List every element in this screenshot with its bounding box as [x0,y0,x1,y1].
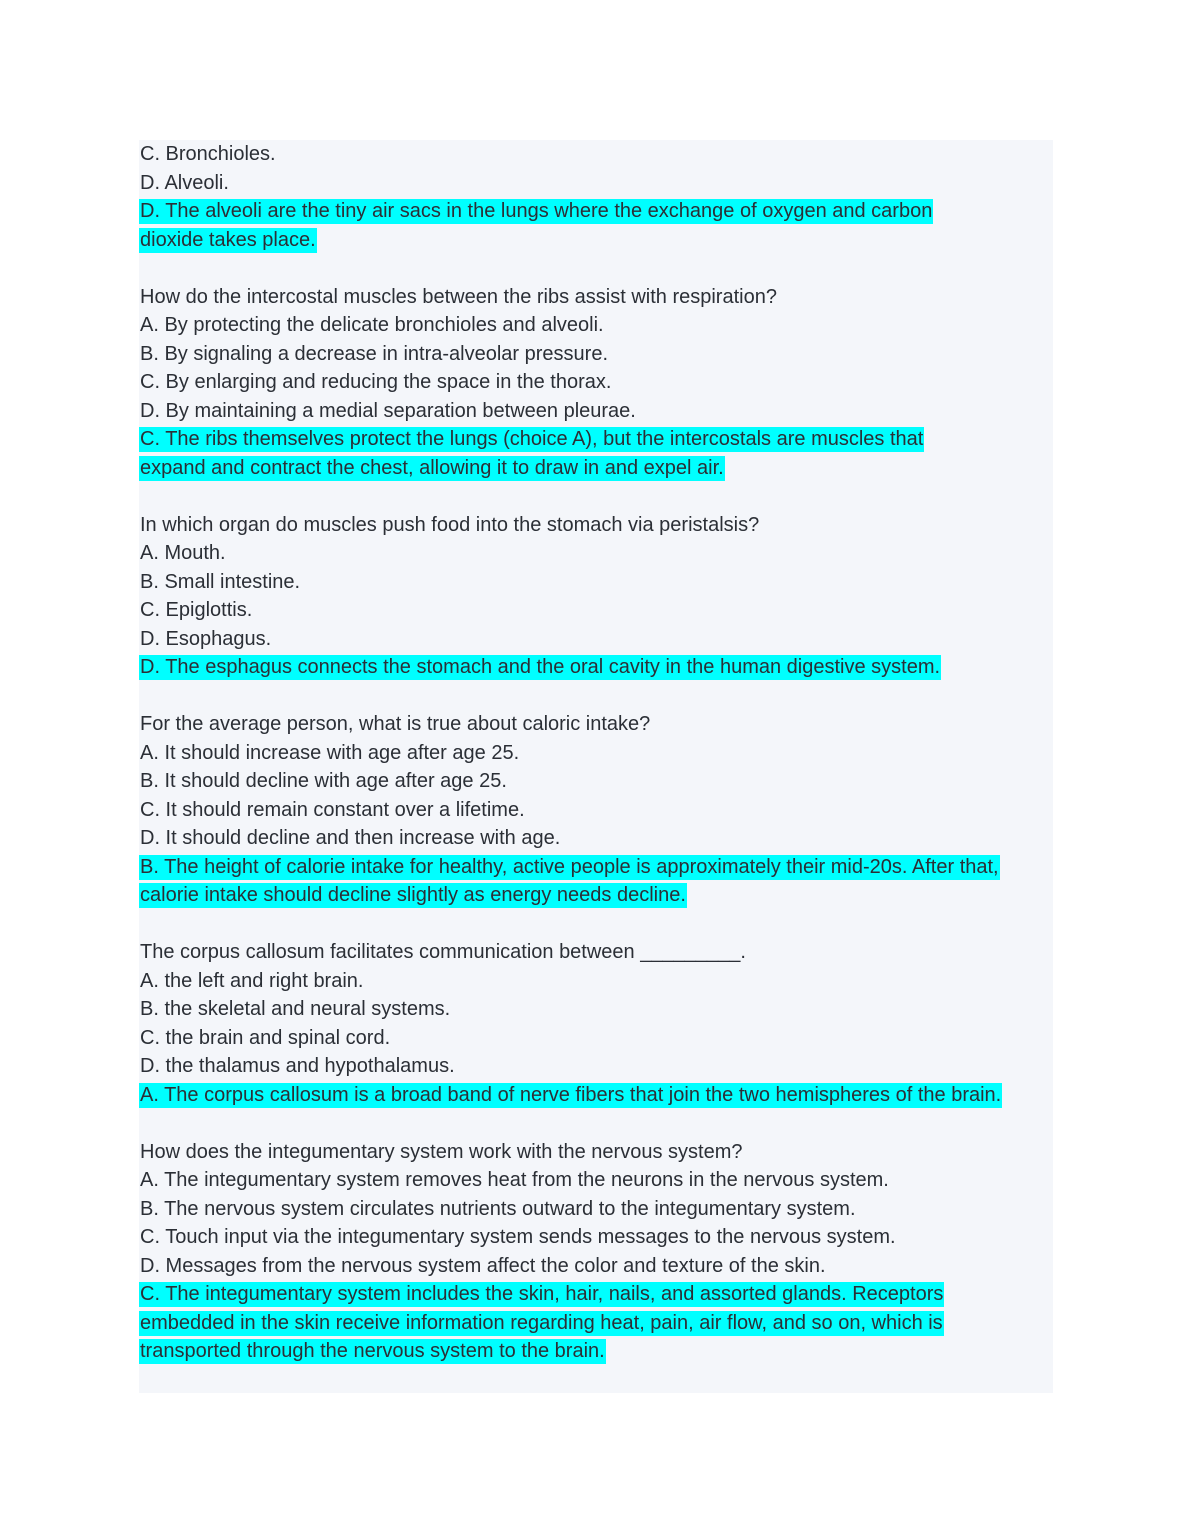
answer-highlight: D. The alveoli are the tiny air sacs in the lungs where the exchange of oxygen and carbon dioxide takes place. [140,200,933,251]
option-b: B. the skeletal and neural systems. [140,998,451,1020]
question-block-intro [139,140,1029,254]
answer-explanation [139,653,1029,682]
option-a: A. The integumentary system removes heat from the neurons in the nervous system. [140,1169,889,1191]
answer-explanation [139,197,981,254]
option-d: D. Esophagus. [140,627,272,650]
spacer [139,482,1029,511]
option-c: C. the brain and spinal cord. [140,1026,391,1049]
answer-explanation [139,853,1029,910]
option-b: B. Small intestine. [140,570,301,593]
answer-highlight: C. The integumentary system includes the skin, hair, nails, and assorted glands. Receptors embedded in the skin receive information regarding heat, pain, air flow, and so on, which is transported through the nervous system to the brain. [140,1283,944,1362]
option-d: D. the thalamus and hypothalamus. [140,1055,455,1077]
option-d: D. It should decline and then increase with age. [140,827,561,849]
option-d: D. By maintaining a medial separation between pleurae. [140,399,636,422]
quiz-content [139,140,1029,1366]
option-a: A. Mouth. [140,542,226,564]
option-b: B. By signaling a decrease in intra-alveolar pressure. [140,342,609,365]
option-a: A. the left and right brain. [140,969,364,992]
option-c: C. It should remain constant over a lifetime. [140,798,525,821]
answer-highlight: A. The corpus callosum is a broad band of nerve fibers that join the two hemispheres of the brain. [140,1083,1002,1106]
answer-highlight: C. The ribs themselves protect the lungs (choice A), but the intercostals are muscles that expand and contract the chest, allowing it to draw in and expel air. [140,428,924,479]
option-b: B. The nervous system circulates nutrients outward to the integumentary system. [140,1197,856,1220]
question-text: For the average person, what is true about caloric intake? [140,713,651,735]
option-c: C. Epiglottis. [140,599,253,621]
question-block [139,938,1029,1109]
answer-explanation [139,425,981,482]
answer-highlight: B. The height of calorie intake for healthy, active people is approximately their mid-20s. After that, calorie intake should decline slightly as energy needs decline. [140,855,999,906]
question-block [139,511,1029,682]
spacer [139,682,1029,711]
option-a: A. It should increase with age after age 25. [140,741,520,764]
option-b: B. It should decline with age after age 25. [140,770,507,792]
document-page [139,140,1053,1393]
question-text: How do the intercostal muscles between the ribs assist with respiration? [140,285,777,308]
spacer [139,254,1029,283]
question-block [139,283,1029,483]
option-d: D. Alveoli. [140,171,229,194]
question-block [139,1138,1029,1366]
question-text: The corpus callosum facilitates communication between _________. [140,941,746,963]
question-text: How does the integumentary system work with the nervous system? [140,1140,743,1163]
answer-explanation [139,1280,1009,1366]
question-block [139,710,1029,910]
answer-explanation [139,1081,1009,1110]
option-d: D. Messages from the nervous system affect the color and texture of the skin. [140,1254,826,1277]
answer-highlight: D. The esphagus connects the stomach and the oral cavity in the human digestive system. [140,656,941,678]
question-text: In which organ do muscles push food into the stomach via peristalsis? [140,513,760,536]
option-c: C. Touch input via the integumentary system sends messages to the nervous system. [140,1226,896,1248]
option-c: C. Bronchioles. [140,143,276,165]
option-a: A. By protecting the delicate bronchioles and alveoli. [140,314,604,336]
option-c: C. By enlarging and reducing the space in the thorax. [140,371,612,393]
spacer [139,910,1029,939]
spacer [139,1109,1029,1138]
